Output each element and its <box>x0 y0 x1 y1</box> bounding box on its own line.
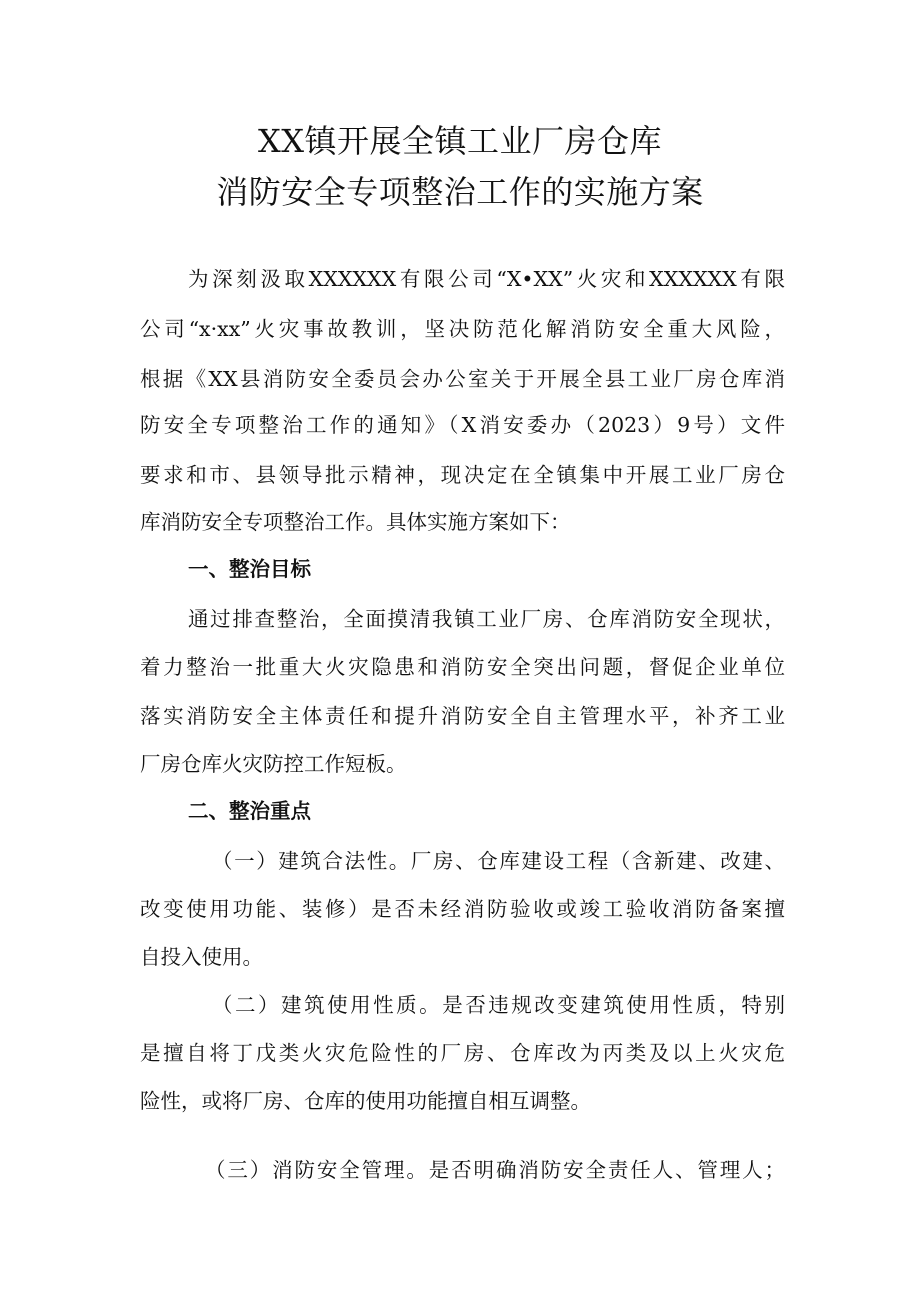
item-1-line-1: （一）建筑合法性。厂房、仓库建设工程（含新建、改建、 <box>212 849 785 873</box>
intro-line-6: 库消防安全专项整治工作。具体实施方案如下： <box>140 510 571 534</box>
item-2-line-1: （二）建筑使用性质。是否违规改变建筑使用性质，特别 <box>212 993 785 1017</box>
intro-line-2: 公司“x·xx”火灾事故教训，坚决防范化解消防安全重大风险， <box>140 317 785 341</box>
document-title-line-2: 消防安全专项整治工作的实施方案 <box>216 173 704 211</box>
section-1-line-2: 着力整治一批重大火灾隐患和消防安全突出问题，督促企业单位 <box>140 655 785 679</box>
intro-line-3: 根据《XX县消防安全委员会办公室关于开展全县工业厂房仓库消 <box>140 367 785 391</box>
item-2-line-3: 险性，或将厂房、仓库的使用功能擅自相互调整。 <box>140 1089 591 1113</box>
section-1-line-1: 通过排查整治，全面摸清我镇工业厂房、仓库消防安全现状， <box>188 607 785 631</box>
item-2-line-2: 是擅自将丁戊类火灾危险性的厂房、仓库改为丙类及以上火灾危 <box>140 1041 785 1065</box>
item-3-line-1: （三）消防安全管理。是否明确消防安全责任人、管理人； <box>205 1158 785 1182</box>
document-title-line-1: XX镇开展全镇工业厂房仓库 <box>257 122 663 160</box>
intro-line-1: 为深刻汲取XXXXXX有限公司“X•XX”火灾和XXXXXX有限 <box>188 267 785 291</box>
intro-line-4: 防安全专项整治工作的通知》（X消安委办（2023）9号）文件 <box>140 413 785 437</box>
section-1-line-4: 厂房仓库火灾防控工作短板。 <box>140 752 407 776</box>
item-1-line-3: 自投入使用。 <box>140 945 263 969</box>
intro-line-5: 要求和市、县领导批示精神，现决定在全镇集中开展工业厂房仓 <box>140 463 785 487</box>
section-1-line-3: 落实消防安全主体责任和提升消防安全自主管理水平，补齐工业 <box>140 704 785 728</box>
section-2-heading: 二、整治重点 <box>188 799 311 823</box>
section-1-heading: 一、整治目标 <box>188 557 311 581</box>
item-1-line-2: 改变使用功能、装修）是否未经消防验收或竣工验收消防备案擅 <box>140 897 785 921</box>
